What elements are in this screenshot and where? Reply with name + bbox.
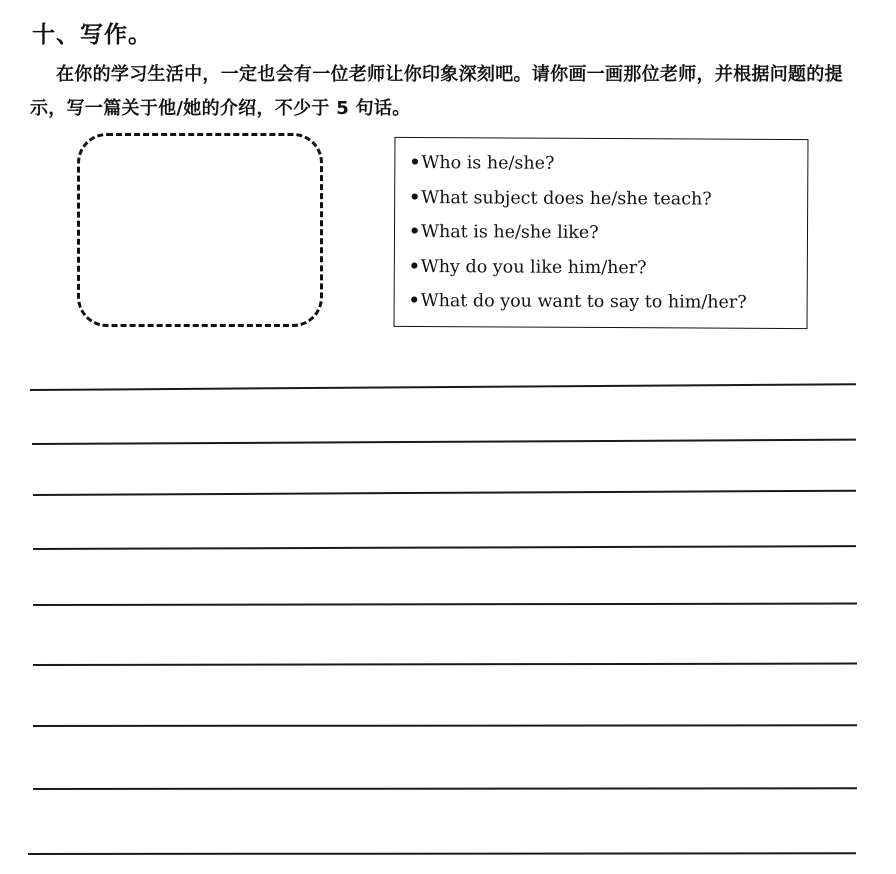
section-title: 十、写作。 <box>32 22 152 48</box>
writing-instructions: 在你的学习生活中，一定也会有一位老师让你印象深刻吧。请你画一画那位老师，并根据问题的提示，写一篇关于他/她的介绍，不少于 5 句话。 <box>30 64 843 119</box>
writing-line <box>33 490 856 496</box>
prompt-text: What is he/she like? <box>420 222 599 243</box>
bullet-icon: • <box>408 256 421 277</box>
writing-line <box>33 545 856 550</box>
bullet-icon: • <box>408 290 420 312</box>
writing-line <box>28 852 856 855</box>
writing-line <box>30 383 856 391</box>
prompt-text: What do you want to say to him/her? <box>420 291 747 313</box>
writing-line <box>33 724 857 727</box>
writing-line <box>33 787 857 790</box>
writing-line <box>32 439 856 445</box>
bullet-icon: • <box>409 152 421 174</box>
bullet-icon: • <box>409 187 421 208</box>
writing-line <box>33 603 857 606</box>
prompt-text: Who is he/she? <box>421 153 555 174</box>
bullet-icon: • <box>408 221 421 243</box>
prompt-text: Why do you like him/her? <box>420 256 647 278</box>
writing-line <box>33 663 857 666</box>
prompt-text: What subject does he/she teach? <box>421 187 712 210</box>
